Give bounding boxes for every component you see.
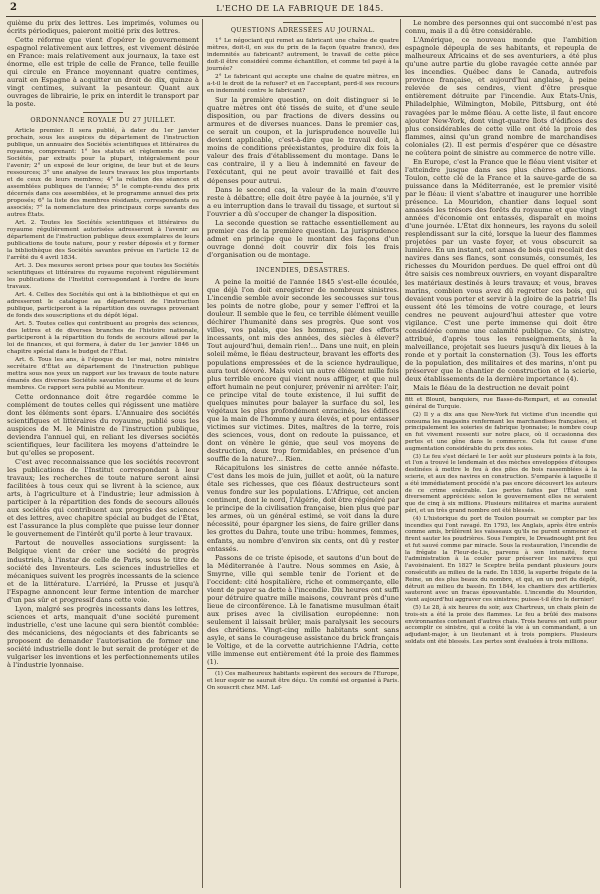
article: Art. 2. Toutes les Sociétés scientifiques et littéraires du royaume régulièrement autorisées adresseront à l'avenir au département de l'instruction publique deux exemplaires de leurs publications de toute nature, pour y rester déposés et y former la bibliothèque des Sociétés savantes prévue en l'article 12 de l'arrêté du 4 avril 1834. bbox=[7, 219, 199, 261]
article: Art. 3. Des mesures seront prises pour que toutes les Sociétés scientifiques et littéraires du royaume reçoivent régulièrement les publications de l'Institut correspondant à l'ordre de leurs travaux. bbox=[7, 262, 199, 290]
column-divider bbox=[400, 19, 401, 888]
section-heading: QUESTIONS ADRESSÉES AU JOURNAL. bbox=[230, 27, 376, 34]
paragraph: Dans le second cas, la valeur de la main d'œuvre reste à débattre; elle doit être payée à la journée, s'il y a eu interruption dans le travail du tissage, et surtout si l'ouvrier a dû s'occuper de changer la disposition. bbox=[207, 185, 399, 218]
footnote: (1) Ces malheureux habitants espèrent des secours de l'Europe, et leur espoir ne saurait être déçu. Un comité est organisé à Paris. On souscrit chez MM. Laf- bbox=[207, 671, 399, 691]
footnote: (5) Le 28, à six heures du soir, aux Chartreux, un chaix plein de trois-six a été la proie des flammes. Le feu a brûlé des maisons environnantes contenant d'autres chais. Trois heures ont suffi pour accomplir ce sinistre, qui a coûté la vie à un commandant, à un adjudant-major, à un lieutenant et à trois pompiers. Plusieurs soldats ont été blessés. Les pertes sont évaluées à trois millions. bbox=[405, 605, 597, 646]
article: Art. 4. Celles des Sociétés qui ont à la bibliothèque et qui en adresseront le catalogue au département de l'instruction publique, participeront à la répartition des ouvrages provenant de fonds des souscriptions et du dépôt légal. bbox=[7, 291, 199, 319]
paragraph: Passons de ce triste épisode, et sautons d'un bout de la Méditerranée à l'autre. Nous sommes en Asie, à Smyrne, ville qui semble tenir de l'orient et de l'occident: cité hospitalière, riche et commerçante, elle vient de payer sa dette à l'incendie. Dix heures ont suffi pour détruire quatre mille maisons, couvrant près d'une lieue de circonférence. Là le fanatisme musulman était aux prises avec la civilisation européenne: non seulement il laissait brûler, mais paralysait les secours des chrétiens. Vingt-cinq mille habitants sont sans asyle, et sans le courageuse assistance du brick français le Voltige, et de la corvette autrichienne l'Adria, cette ville immense eut entièrement été la proie des flammes (1). bbox=[207, 553, 399, 667]
column-3 bbox=[405, 19, 597, 647]
page-number: 2 bbox=[10, 2, 17, 13]
footnote: (3) Le feu s'est déclaré le 1er août sur plusieurs points à la fois, et l'on a trouvé le lendemain et des mèches enveloppées d'étoupes destinées à mettre le feu à des piles de bois rassemblées à la scierie, et aux des navires en construction. S'emparée à laquelle il a été immédiatement procédé n'a pas encore découvert les auteurs de ce crime exécrable. Les pertes faites par l'État sont diversement appréciées: selon le gouvernement elles ne seraient que de cinq à six millions. Plusieurs militaires et marins auraient péri, et un très grand nombre ont été blessés. bbox=[405, 453, 597, 514]
paragraph: Lyon, malgré ses progrès incessants dans les lettres, sciences et arts, manquait d'une société purement industrielle, c'est une lacune qui sera bientôt comblée: des mécaniciens, des négociants et des fabricants se proposent de demander l'autorisation de former une société industrielle dont le but serait de protéger et de vulgariser les inventions et les perfectionnements utiles à l'industrie lyonnaise. bbox=[7, 604, 199, 670]
separator bbox=[283, 262, 323, 263]
paragraph: Cette ordonnance doit être regardée comme le complément de toutes celles qui régissent une matière dont les éléments sont épars. L'Annuaire des sociétés scientifiques et littéraires du royaume, publié sous les auspices de M. le Ministre de l'instruction publique, deviendra l'annuel qui, en reliant les diverses sociétés scientifiques, leur facilitera les moyens d'atteindre le but qu'elles se proposent. bbox=[7, 392, 199, 457]
running-title: L'ECHO DE LA FABRIQUE DE 1845. bbox=[216, 3, 384, 13]
paragraph: quième du prix des lettres. Les imprimés, volumes ou écrits périodiques, paieront moitié prix des lettres. bbox=[7, 19, 199, 36]
paragraph: Le nombre des personnes qui ont succombé n'est pas connu, mais il a dû être considérable. bbox=[405, 19, 597, 36]
paragraph: L'Amérique, ce nouveau monde que l'ambition espagnole dépeupla de ses habitants, et repeupla de malheureux Africains et de ses aventuriers, a été plus qu'une autre partie du globe ravagée cette année par les incendies. Québec dans le Canada, autrefois province française, et aujourd'hui anglaise, à peine relevée de ses cendres, vient d'être presque entièrement détruite par l'incendie. Aux États-Unis, Philadelphie, Wilmington, Mobile, Pittsburg, ont été ravagées par le même fléau. A cette liste, il faut encore ajouter New-York, dont vingt-quatre îlots d'édifices des plus considérables de cette ville ont été la proie des flammes, ainsi qu'un grand nombre de marchandises coloniales (2). Il est permis d'espérer que ce désastre ne coûtera point de sinistre au commerce de notre ville. bbox=[405, 36, 597, 157]
ordonnance-text bbox=[7, 128, 199, 392]
section-heading: ORDONNANCE ROYALE DU 27 JUILLET. bbox=[30, 116, 176, 124]
question: 2° Le fabricant qui accepte une chaîne de quatre mètres, en a-t-il le droit de la refuser? et en l'acceptant, perd-il ses recours en indemnité contre le fabricant? bbox=[207, 74, 399, 95]
paragraph: La seconde question se rattache essentiellement au premier cas de la première question. La jurisprudence admet en principe que le montant des façons d'un ouvrage donné doit couvrir dix fois les frais d'organisation ou de montage. bbox=[207, 218, 399, 259]
separator bbox=[83, 112, 123, 113]
paragraph: Récapitulons les sinistres de cette année néfaste. C'est dans les mois de juin, juillet et août, où la nature étale ses richesses, que ces fléaux destructeurs sont venus fondre sur les populations. L'Afrique, cet ancien continent, dont le nord, l'Algérie, doit être régénéré par le principe de la civilisation française, bien plus que par les armes, où un général estimé, se voit dans la dure nécessité, pour épargner les siens, de faire griller dans les grottes du Dahra, toute une tribu: hommes, femmes, enfants, au nombre d'environ six cents, ont dû y rester entassés. bbox=[207, 464, 399, 553]
paragraph: Partout de nouvelles associations surgissent: la Belgique vient de créer une société de progrès industriels, à l'instar de celle de Paris, sous le titre de société des Inventeurs. Les sciences industrielles et mécaniques suivent les progrès incessants de la science et de la littérature. L'arriéré, la Prusse et jusqu'à l'Espagne annoncent leur ferme intention de marcher d'un pas sûr et progressif dans cette voie. bbox=[7, 539, 199, 604]
article: Art. 5. Toutes celles qui contribuent au progrès des sciences, des lettres et de diverses branches de l'histoire nationale, participeront à la répartition du fonds de secours alloué par la loi de finances, et qui formera, à dater du 1er janvier 1846 un chapitre spécial dans le budget de l'État. bbox=[7, 320, 199, 355]
column-2 bbox=[207, 19, 399, 693]
paragraph: C'est avec reconnaissance que les sociétés recevront les publications de l'Institut correspondant à leur travaux; les recherches de toute nature seront ainsi facilitées à tous ceux qui se livrent à la science, aux arts, à l'agriculture et à l'industrie; leur admission à participer à la répartition des fonds de secours alloués aux sociétés qui contribuent aux progrès des sciences et des lettres, avec chapitre spécial au budget de l'État, est l'assurance la plus complète que puisse leur donner le gouvernement de l'intérêt qu'il porte à leur travaux. bbox=[7, 457, 199, 539]
footnotes bbox=[207, 668, 399, 691]
paragraph: En Europe, c'est la France que le fléau vient visiter et l'atteindre jusque dans ses plus chères affections. Toulon, cette clé de la France et la sauve-garde de sa puissance dans la Méditerranée, est le premier visité par le fléau: il vient s'abattre et inaugurer une horrible présence. La Mouridon, chantier dans lequel sont amassés les trésors des forêts du royaume et que vingt années d'économie ont entassés, disparaît en moins d'une journée. L'État dix honneurs, les rayons du soleil resplendissant sur la cité, lorsque la lueur des flammes projetées par un vaste foyer, et vous obscurcit sa lumière. En un instant, cet amas de bois qui recelait des navires dans ses flancs, sont consumés, consumés, les richesses du Mouridon perdues. De quel effroi ont dû être saisis ces nombreux ouvriers, en voyant disparaître les matériaux destinés à leurs travaux; et vous, braves marins, combien vous avez dû regretter ces bois, qui devaient vous porter et servir à la gloire de la patrie! Ils eussent été les témoins de votre courage, et leurs cendres ne peuvent aujourd'hui attester que votre vigilance. C'est une perte immense qui doit être considérée comme une calamité publique. Ce sinistre, attribué, d'après tous les renseignements, à la malveillance, projetait ses lueurs jusqu'à dix lieues à la ronde et y portait la consternation (3). Tous les efforts de la population, des militaires et des marins, n'ont pu préserver que le chantier de construction et la scierie, deux établissements de la dernière importance (4). bbox=[405, 157, 597, 384]
paragraph: Mais le fléau de la destruction ne devait point bbox=[413, 384, 569, 393]
questions-text bbox=[207, 38, 399, 95]
article: Art. 6. Tous les ans, à l'époque du 1er mai, notre ministre secrétaire d'État au département de l'instruction publique mettra sous nos yeux un rapport sur les travaux de toute nature émanés des diverses Sociétés savantes du royaume et de leurs membres. Ce rapport sera publié au Moniteur. bbox=[7, 356, 199, 391]
separator bbox=[283, 22, 323, 23]
paragraph: Cette réforme que vient d'opérer le gouvernement espagnol relativement aux lettres, est vivement désirée en France: mais relativement aux journaux, la taxe est énorme, elle est triple de celle de France, telle feuille qui circule en France moyennant quatre centimes, aurait en Espagne à acquitter un droit de dix, quinze à vingt centimes, suivant la pesanteur. Quant aux ouvrages de librairie, le prix en interdit le transport par la poste. bbox=[7, 36, 199, 109]
paragraph: Sur la première question, on doit distinguer si le quatre mètres ont été tissés de suite, et d'une seule disposition, ou par fractions de divers dessins ou armures et de diverses nuances. Dans le premier cas, ce serait un coupon, et la jurisprudence nouvelle lui devient applicable, c'est-à-dire que le travail doit, à moins de conditions préexistantes, produire dix fois la valeur des frais d'établissement du montage. Dans le cas contraire, il y a lieu à indemnité en faveur de l'exécutant, qui ne peut avoir travaillé et fait des dépenses pour autrui. bbox=[207, 96, 399, 185]
footnote: fitt et Blount, banquiers, rue Basse-du-Rempart, et au consulat général de Turquie. bbox=[405, 397, 597, 410]
paragraph: A peine la moitié de l'année 1845 s'est-elle écoulée, que déjà l'on doit enregistrer de nombreux sinistres. L'incendie semble avoir seconde les secousses sur tous les points de notre globe, pour y semer l'effroi et la douleur. Il semble que le feu, ce terrible élément veuille déchirer l'humanité dans ses progrès. Que sont vos villes, vos palais, que les hommes, par des efforts incessants, ont mis des années, des siècles à élever? Tout aujourd'hui, demain rien!… Dans une nuit, en plein soleil même, le fléau destructeur, bravant les efforts des populations empressées et de la science hydraulique, aura tout dévoré. Mais voici un autre élément mille fois plus terrible encore qui vient nous affliger, et que nul effort humain ne peut conjurer, prévenir ni arrêter: l'air, ce principe vital de toute existence, il lui suffit de quelques minutes pour balayer la surface du sol, les végétaux les plus profondément enracinés, les édifices que la main de l'homme y aura élevés, et pour entasser victimes sur victimes. Dites, maîtres de la terre, rois des sciences, vous, dont on redoute la puissance, et dont on vénère le génie, que seul vos moyens de destruction, deux trop formidables, en présence d'un souffle de la nature?… Rien. bbox=[207, 278, 399, 464]
footnote: (4) L'historique du port de Toulon pourrait se compter par les incendies qui l'ont ravagé. En 1793, les Anglais, après être entrés comme amis, brûlèrent les vaisseaux qu'ils ne purent emmener et firent sauter les poudrières. Sous l'empire, le Dreadnought prit feu et fut sauvé comme par miracle. Sous la restauration, l'incendie de la frégate la Fleur-de-Lis, parvenu à son intensité, force l'administration à la couler pour préserver les navires qui l'avoisinaient. En 1827 le Sceptre brûla pendant plusieurs jours consécutifs au milieu de la rade. En 1836, la superbe frégate de la Reine, un des plus beaux du nombre, et qui, en un port du dépôt, détruit au milieu du bassin. En 1844, les chantiers des artilleries sauteront avec un fracas épouvantable. L'incendie du Mouridon, vient aujourd'hui aggraver ces sinistres; puisse-t-il être le dernier! bbox=[405, 515, 597, 604]
footnotes bbox=[405, 394, 597, 646]
question: 1° Le négociant qui remet au fabricant une chaîne de quatre mètres, doit-il, en sus du prix de la façon (quatre francs), des indemnités au fabricant? autrement, le travail de cette pièce doit-il être considéré comme échantillon, et comme tel payé à la journée? bbox=[207, 38, 399, 73]
footnote: (2) Il y a dix ans que New-York fut victime d'un incendie qui consuma les magasins renfermant les marchandises françaises, et principalement les soieries de fabrique lyonnaise; le nombre coup en fut vivement ressenti sur notre place, où il occasionna des pertes et une gêne dans le commerce. Cela fut cause d'une augmentation considérable du prix des soies. bbox=[405, 411, 597, 452]
page-header bbox=[0, 2, 600, 16]
section-heading: INCENDIES, DÉSASTRES. bbox=[256, 266, 350, 274]
header-rule bbox=[6, 16, 596, 17]
article: Article premier. Il sera publié, à dater du 1er janvier prochain, sous les auspices du département de l'instruction publique, un annuaire des Sociétés scientifiques et littéraires du royaume, comprenant: 1° les statuts et règlements de ces Sociétés, par extraits pour la plupart, intégralement pour l'avenir; 2° un exposé de leur origine, de leur but et de leurs ressources; 3° une analyse de leurs travaux les plus importants et de ceux de leurs membres; 4° la relation des séances et assemblées publiques de l'année; 5° le compte-rendu des prix décernés dans ces assemblées, et le programme annuel des prix proposés; 6° la liste des membres résidants, correspondants ou associés; 7° la nomenclature des principaux corps savants des autres États. bbox=[7, 127, 199, 218]
column-1 bbox=[7, 19, 199, 670]
column-divider bbox=[202, 19, 203, 888]
